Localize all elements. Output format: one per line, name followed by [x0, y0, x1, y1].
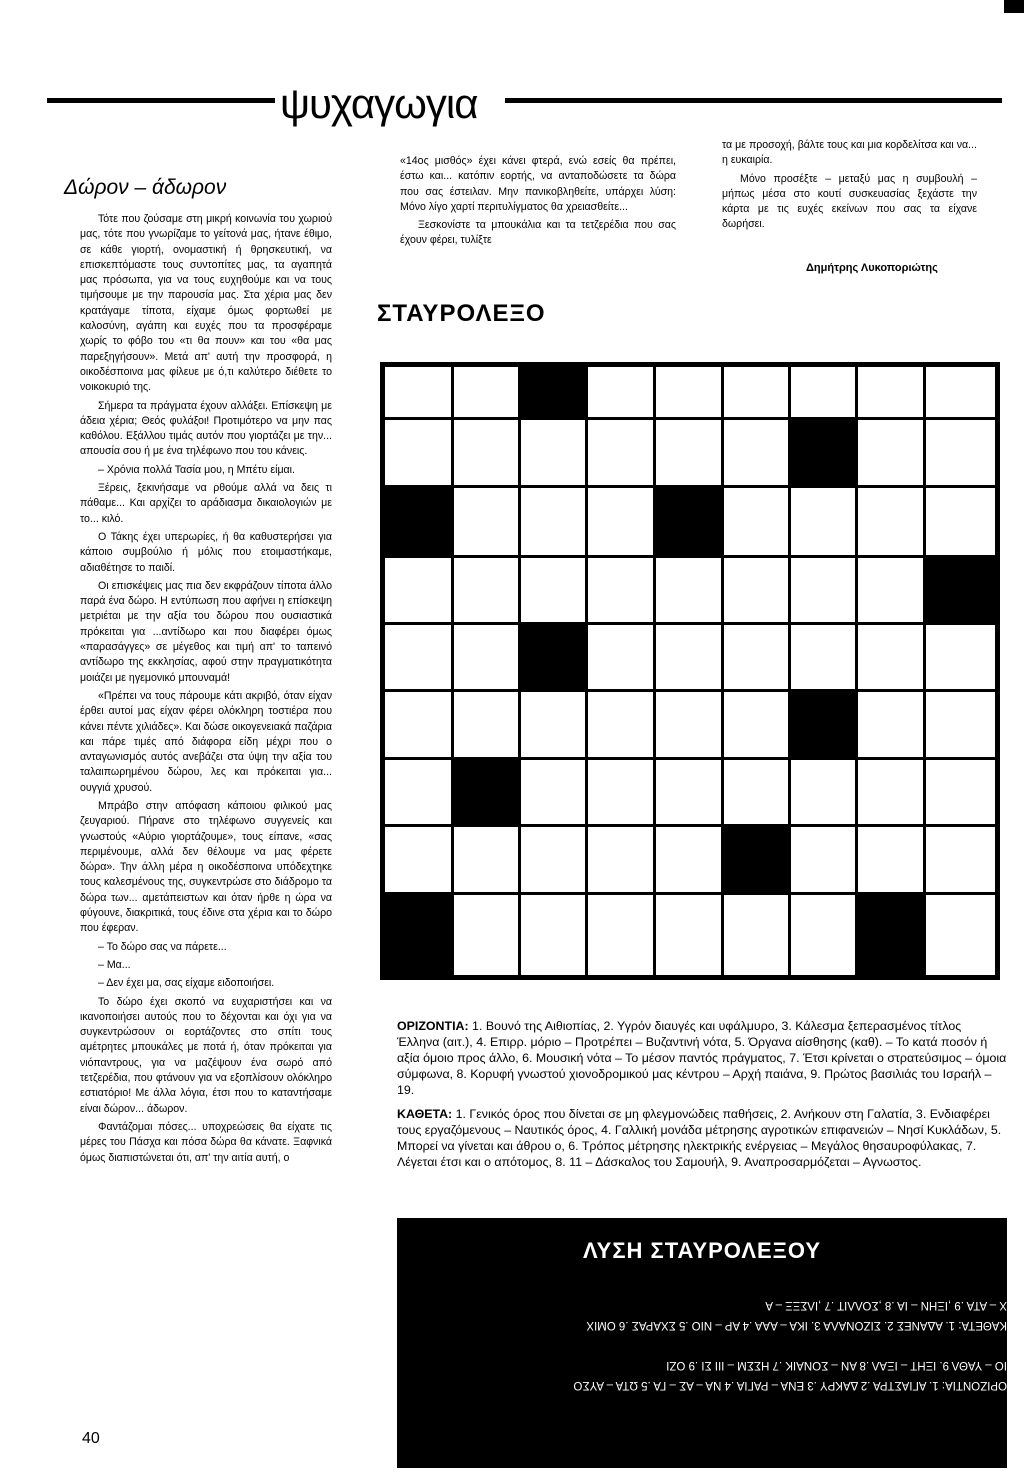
header-rule-right	[505, 98, 1002, 103]
article-column-1	[80, 212, 332, 1422]
article-column-3	[722, 138, 977, 236]
crossword-title: ΣΤΑΥΡΟΛΕΞΟ	[377, 300, 546, 327]
corner-mark	[1004, 0, 1024, 13]
crossword-grid-lines	[385, 367, 995, 975]
crossword-grid	[380, 362, 1000, 980]
article-paragraph: Μόνο προσέξτε – μεταξύ μας η συμβουλή – μήπως μέσα στο κουτί συσκευασίας ξεχάστε την κάρτα με τις ευχές εκείνων που σας τα είχανε δωρήσει.	[722, 172, 977, 231]
article-paragraph: Σήμερα τα πράγματα έχουν αλλάξει. Επίσκεψη με άδεια χέρια; Θεός φυλάξοι! Προτιμότερο να μην πας καθόλου. Εξάλλου τιμάς αυτόν που γιορτάζει με την... απουσία σου ή με ένα τηλέφωνο που του κάνεις.	[80, 399, 332, 458]
across-clues	[397, 1018, 1007, 1098]
article-title: Δώρον – άδωρον	[64, 176, 227, 199]
article-paragraph: Μπράβο στην απόφαση κάποιου φιλικού μας ζευγαριού. Πήρανε στο τηλέφωνο συγγενείς και γνωστούς «Αύριο γιορτάζουμε», τους είπανε, «σας περιμένουμε, αλλά δεν θέλουμε να μας φέρετε δώρα». Την άλλη μέρα η οικοδέσποινα υπόδεχτηκε τους καλεσμένους της, συγκεντρώσε στο διάδρομο τα δώρα των... αμετάπειστων και όταν ήρθε η ώρα να φύγουνε, διακριτικά, τους έδινε στα χέρια και το δώρο που έφεραν.	[80, 799, 332, 935]
across-label: ΟΡΙΖΟΝΤΙΑ:	[397, 1019, 469, 1033]
solution-title: ΛΥΣΗ ΣΤΑΥΡΟΛΕΞΟΥ	[583, 1238, 821, 1263]
article-paragraph: τα με προσοχή, βάλτε τους και μια κορδελίτσα και να... η ευκαιρία.	[722, 139, 977, 167]
down-clues	[397, 1106, 1007, 1170]
section-title: ψυχαγωγια	[280, 80, 478, 127]
header-rule-left	[47, 98, 275, 103]
down-label: ΚΑΘΕΤΑ:	[397, 1107, 453, 1121]
article-paragraph: – Χρόνια πολλά Τασία μου, η Μπέτυ είμαι.	[98, 463, 295, 476]
solution-line: ΚΑΘΕΤΑ: 1. ΑΔΑΝΕΣ 2. ΣΙΖΟΝΑΛΑ 3. ΙΚΑ – ΑΑΑ .4 ΑΡ – ΝΙΟ .5 ΣΧΑΡΑΣ .6 ΟΜΙΧ	[586, 1319, 1007, 1331]
article-paragraph: Φαντάζομαι πόσες... υποχρεώσεις θα είχατε τις μέρες του Πάσχα και πόσα δώρα θα κάνατε. Ξαφνικά όμως διαπιστώνεται ότι, απ' την αιτία αυτή, ο	[80, 1120, 332, 1164]
article-paragraph: «Πρέπει να τους πάρουμε κάτι ακριβό, όταν είχαν έρθει αυτοί μας είχαν φέρει ολόκληρη τοστιέρα που κάνει πέντε χιλιάδες». Και δώσε οικογενειακά παζάρια και πάρε τιμές από διάφορα είδη μέχρι που ο ανταγωνισμός αυτός ανεβάζει στα ύψη την αξία του ταλαιπωρημένου δώρου, λες και πρόκειται για... ουγγιά χρυσού.	[80, 689, 332, 794]
article-paragraph: – Το δώρο σας να πάρετε...	[98, 940, 227, 953]
article-paragraph: «14ος μισθός» έχει κάνει φτερά, ενώ εσείς θα πρέπει, έστω και... κατόπιν εορτής, να ανταποδώσετε τα δώρα που σας έστειλαν. Μην πανικοβληθείτε, υπάρχει λύση: Μόνο λίγο χαρτί περιτυλίγματος θα χρειασθείτε...	[400, 155, 676, 213]
solution-line: Χ – ΑΤΑ .9 ,ΙΞΗΝ – ΙΑ .8 ,ΣΟΛΛΙΤ .7 ,ΙΛΣΞΞ – Α	[765, 1299, 1007, 1311]
article-paragraph: Τότε που ζούσαμε στη μικρή κοινωνία του χωριού μας, τότε που γνωρίζαμε το γείτονά μας, ήτανε έθιμο, σε κάθε γιορτή, ονομαστική ή θρησκευτική, να επισκεπτόμαστε τους συντοπίτες μας, τα αγαπητά μας πρόσωπα, για να τους ευχηθούμε και να τους τιμήσουμε με την παρουσία μας. Στα χέρια μας δεν κρατάγαμε τίποτα, είχαμε όμως φορτωθεί με καλοσύνη, αγάπη και ευχές που τα προσφέραμε χωρίς το φόβο του «τι θα πουν» και του «θα μας παρεξηγήσουν». Μετά απ' αυτή την προσφορά, η οικοδέσποινα μας φίλευε με ό,τι καλύτερο διέθετε το νοικοκυριό της.	[80, 213, 332, 394]
article-paragraph: Το δώρο έχει σκοπό να ευχαριστήσει και να ικανοποιήσει αυτούς που το δέχονται και όχι για να συγκεντρώσουν οι εορτάζοντες στο σπίτι τους αμέτρητες μπουκάλες με ποτά ή, όταν πρόκειται για νιόπαντρους, για να μαζέψουν ένα σωρό από τετζερέδια, που φτάνουν για να εξοπλίσουν ολόκληρο εστιατόριο! Με άλλα λόγια, έτσι που το καταντήσαμε είναι δώρον... άδωρον.	[80, 995, 332, 1115]
article-paragraph: Ο Τάκης έχει υπερωρίες, ή θα καθυστερήσει για κάποιο συμβούλιο ή μόλις που ετοιμαστήκαμε, αδιαθέτησε το παιδί.	[80, 530, 332, 574]
article-paragraph: – Δεν έχει μα, σας είχαμε ειδοποιήσει.	[98, 977, 275, 990]
article-paragraph: Ξεσκονίστε τα μπουκάλια και τα τετζερέδια που σας έχουν φέρει, τυλίξτε	[400, 219, 676, 247]
down-text: 1. Γενικός όρος που δίνεται σε μη φλεγμονώδεις παθήσεις, 2. Ανήκουν στη Γαλατία, 3. Ενδιαφέρει τους εργαζόμενους – Ναυτικός όρος, 4. Γαλλική μονάδα μέτρησης αγροτικών επιφανειών – Νησί Κυκλάδων, 5. Μπορεί να γίνεται και άθρου ο, 6. Τρόπος μέτρησης ηλεκτρικής ενέργειας – Μεγάλος θησαυροφύλακας, 7. Λέγεται έτσι και ο απότομος, 8. 11 – Δάσκαλος του Σαμουήλ, 9. Αναπροσαρμόζεται – Αγνωστος.	[397, 1107, 1002, 1169]
solution-box	[397, 1218, 1007, 1468]
article-paragraph: Οι επισκέψεις μας πια δεν εκφράζουν τίποτα άλλο παρά ένα δώρο. Η εντύπωση που αφήνει η επίσκεψη μετριέται με την αξία του δώρου που ουσιαστικά πρόκειται για ...αντίδωρο και που διαφέρει όμως «παρασάγγες» σε μέγεθος και τιμή απ' το ταπεινό αντίδωρο της εκκλησίας, αφού στην πραγματικότητα μοιάζει με ηγεμονικό μπουναμά!	[80, 579, 332, 684]
page-number: 40	[82, 1430, 100, 1447]
article-paragraph: Ξέρεις, ξεκινήσαμε να ρθούμε αλλά να δεις τι πάθαμε... Και αρχίζει το αράδιασμα δικαιολογιών με το... κιλό.	[80, 482, 332, 525]
solution-line: ΙΟ – ΥΑΘΛ 9. ΙΞΗΤ – ΙΞΑΛ .8 ΑΝ – ΣΟΝΑΙΚ .7 ΗΣΣΜ – ΙΙΙ ΣΙ .9 ΟΖΙ	[666, 1359, 1007, 1371]
across-text: 1. Βουνό της Αιθιοπίας, 2. Υγρόν διαυγές και υφάλμυρο, 3. Κάλεσμα ξεπερασμένος τίτλος Έλληνα (αιτ.), 4. Επιρρ. μόριο – Προτρέπει – Βυζαντινή νότα, 5. Όργανα αίσθησης (καθ). – Το κατά ποσόν ή αξία όμοιο προς άλλο, 6. Μουσική νότα – Το μέσον παντός πράγματος, 7. Έτσι κρίνεται ο στρατεύσιμος – όμοια σύμφωνα, 8. Κορυφή γνωστού χιονοδρομικού μας κέντρου – Αρχή παιάνα, 9. Πρώτος βασιλιάς του Ισραήλ – 19.	[397, 1019, 1007, 1097]
article-author: Δημήτρης Λυκοποριώτης	[806, 262, 938, 274]
article-paragraph: – Μα...	[98, 958, 131, 971]
solution-line: ΟΡΙΖΟΝΤΙΑ: 1. ΑΓΙΑΣΤΡΑ .2 ΔΑΚΡΥ .3 ΕΝΑ – ΡΑΓΙΑ .4 ΝΑ – ΑΣ – ΓΑ .5 ΩΤΑ – ΑΥΣΟ	[573, 1379, 1007, 1391]
article-column-2	[400, 154, 676, 252]
